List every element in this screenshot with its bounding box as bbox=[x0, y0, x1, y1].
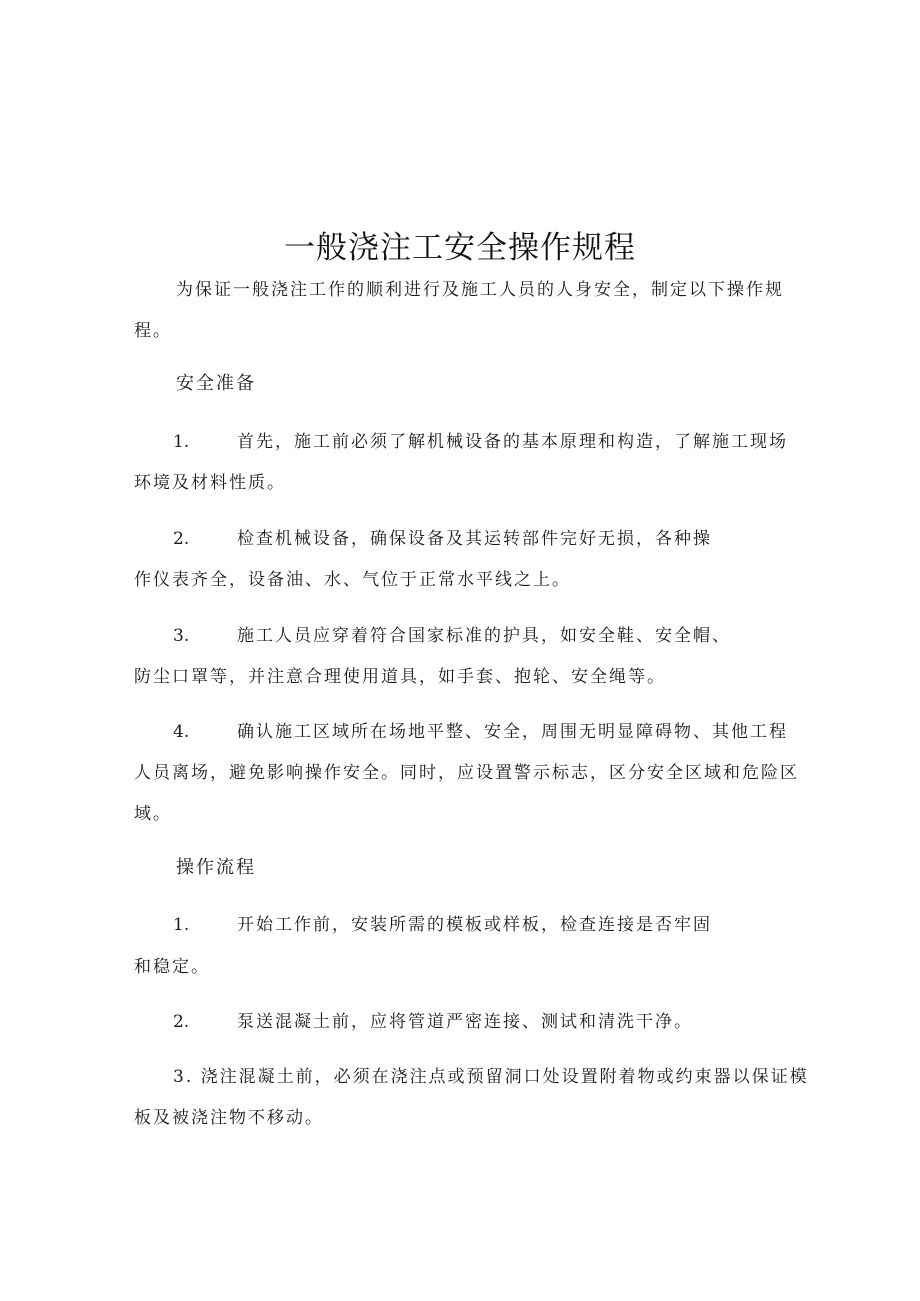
item-text-line: 3. 浇注混凝土前，必须在浇注点或预留洞口处设置附着物或约束器以保证模 bbox=[173, 1067, 809, 1087]
section-heading-operation-flow: 操作流程 bbox=[176, 857, 256, 878]
item-text-line: 板及被浇注物不移动。 bbox=[134, 1108, 324, 1128]
item-number: 2. bbox=[173, 529, 190, 549]
item-text-line: 作仪表齐全，设备油、水、气位于正常水平线之上。 bbox=[134, 570, 571, 590]
item-text-line: 施工人员应穿着符合国家标准的护具，如安全鞋、安全帽、 bbox=[237, 626, 731, 646]
item-text-line: 开始工作前，安装所需的模板或样板，检查连接是否牢固 bbox=[237, 915, 712, 935]
intro-line-2: 程。 bbox=[134, 321, 172, 341]
item-number: 1. bbox=[173, 915, 190, 935]
document-title: 一般浇注工安全操作规程 bbox=[284, 230, 636, 266]
item-text-line: 人员离场，避免影响操作安全。同时，应设置警示标志，区分安全区域和危险区 bbox=[134, 763, 799, 783]
item-text-line: 域。 bbox=[134, 804, 172, 824]
item-text-line: 检查机械设备，确保设备及其运转部件完好无损，各种操 bbox=[237, 529, 712, 549]
section-heading-safety-prep: 安全准备 bbox=[176, 373, 256, 394]
item-text-line: 首先，施工前必须了解机械设备的基本原理和构造，了解施工现场 bbox=[237, 432, 788, 452]
item-number: 3. bbox=[173, 626, 190, 646]
item-number: 4. bbox=[173, 722, 190, 742]
item-text-line: 防尘口罩等，并注意合理使用道具，如手套、抱轮、安全绳等。 bbox=[134, 667, 666, 687]
intro-line-1: 为保证一般浇注工作的顺利进行及施工人员的人身安全，制定以下操作规 bbox=[176, 280, 784, 300]
item-text-line: 泵送混凝土前，应将管道严密连接、测试和清洗干净。 bbox=[237, 1012, 693, 1032]
item-text-line: 和稳定。 bbox=[134, 957, 210, 977]
item-number: 1. bbox=[173, 432, 190, 452]
item-text-line: 确认施工区域所在场地平整、安全，周围无明显障碍物、其他工程 bbox=[237, 722, 788, 742]
item-number: 2. bbox=[173, 1012, 190, 1032]
item-text-line: 环境及材料性质。 bbox=[134, 473, 286, 493]
